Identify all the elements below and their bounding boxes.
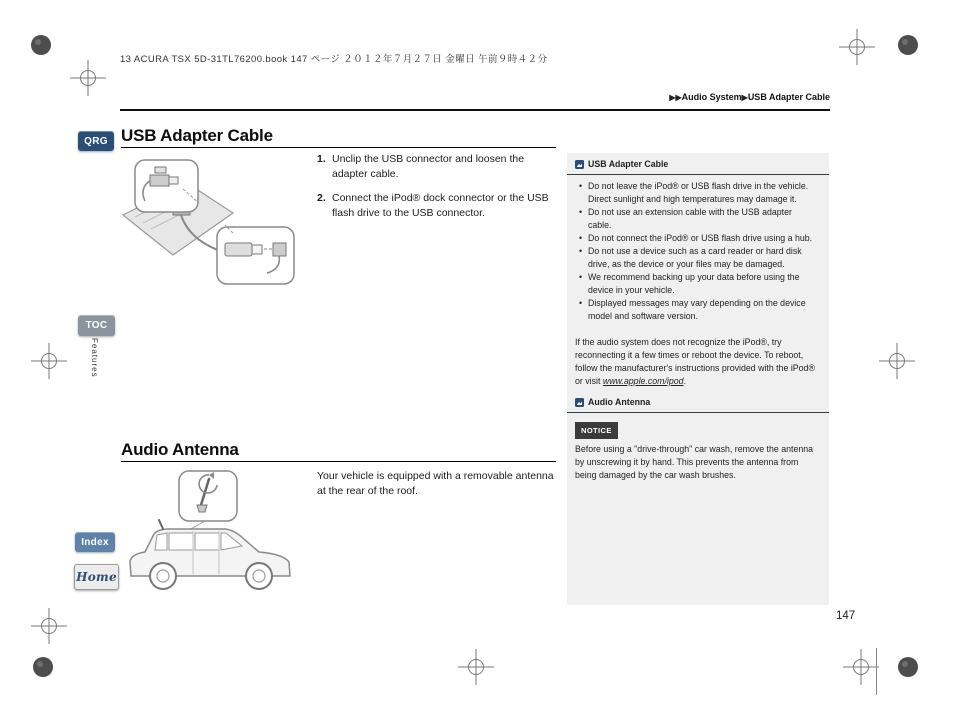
section-title-usb-adapter-cable: USB Adapter Cable <box>121 126 273 145</box>
caution-bullet-list <box>575 180 817 323</box>
registration-crosshair-top-right <box>839 29 875 65</box>
registration-crosshair-bottom-right <box>843 649 879 685</box>
reference-page-icon <box>575 398 584 407</box>
reference-panel <box>567 153 829 605</box>
step-1 <box>317 152 557 181</box>
apple-ipod-link[interactable]: www.apple.com/ipod <box>602 376 684 386</box>
paragraph-text: If the audio system does not recognize the iPod®, try reconnecting it a few times or reboot the device. To reboot, follow the manufacturer's instructions provided with the iPod® or visit <box>575 337 815 386</box>
panel-rule <box>567 412 829 413</box>
step-number: 1. <box>317 153 326 165</box>
breadcrumb-item-audio-system[interactable]: Audio System <box>681 92 742 102</box>
breadcrumb-arrow-icon: ▶ <box>669 93 676 102</box>
section-rule <box>121 461 556 462</box>
notice-text: Before using a "drive-through" car wash, remove the antenna by unscrewing it by hand. This prevents the antenna from being damaged by the car wash brushes. <box>575 444 814 480</box>
features-chapter-label: Features <box>90 338 99 378</box>
step-2 <box>317 191 557 220</box>
bullet-item: • Do not leave the iPod® or USB flash drive in the vehicle. Direct sunlight and high temperatures may damage it. <box>588 180 817 206</box>
instruction-steps <box>317 152 557 230</box>
panel-header-label: USB Adapter Cable <box>588 159 669 169</box>
usb-connector-illustration <box>121 155 301 290</box>
bullet-item: • Do not connect the iPod® or USB flash drive using a hub. <box>588 232 817 245</box>
registration-crosshair-top-left <box>70 60 106 96</box>
registration-crosshair-right <box>879 343 915 379</box>
section-title-audio-antenna: Audio Antenna <box>121 440 239 459</box>
breadcrumb <box>460 92 830 102</box>
registration-dot-top-right <box>896 33 920 57</box>
registration-dot-bottom-left <box>31 655 55 679</box>
link-period: . <box>683 376 687 386</box>
registration-dot-top-left <box>29 33 53 57</box>
page-number: 147 <box>836 610 856 622</box>
audio-antenna-illustration <box>121 467 301 604</box>
ipod-recognition-paragraph <box>575 336 817 388</box>
registration-crosshair-bottom-left <box>31 608 67 644</box>
notice-badge: NOTICE <box>575 422 618 439</box>
registration-crosshair-left <box>31 343 67 379</box>
bullet-item: • We recommend backing up your data before using the device in your vehicle. <box>588 271 817 297</box>
section-rule <box>121 147 556 148</box>
breadcrumb-arrow-icon: ▶ <box>675 93 682 102</box>
bullet-item: • Do not use an extension cable with the USB adapter cable. <box>588 206 817 232</box>
step-text: Unclip the USB connector and loosen the adapter cable. <box>332 153 525 180</box>
reference-page-icon <box>575 160 584 169</box>
registration-dot-bottom-right <box>896 655 920 679</box>
toc-button[interactable]: TOC <box>78 315 115 336</box>
step-number: 2. <box>317 192 326 204</box>
registration-crosshair-bottom-center <box>458 649 494 685</box>
audio-antenna-body-text: Your vehicle is equipped with a removable antenna at the rear of the roof. <box>317 470 554 497</box>
panel-header-audio-antenna <box>575 396 817 409</box>
bullet-item: • Displayed messages may vary depending on the device model and software version. <box>588 297 817 323</box>
breadcrumb-arrow-icon: ▶ <box>741 93 748 102</box>
qrg-button[interactable]: QRG <box>78 131 114 151</box>
index-button[interactable]: Index <box>75 532 115 552</box>
panel-header-usb-adapter-cable <box>575 158 817 171</box>
step-text: Connect the iPod® dock connector or the USB flash drive to the USB connector. <box>332 192 549 219</box>
print-file-header: 13 ACURA TSX 5D-31TL76200.book 147 ページ ２０１２年７月２７日 金曜日 午前９時４２分 <box>120 54 548 65</box>
bullet-item: • Do not use a device such as a card reader or hard disk drive, as the device or your files may be damaged. <box>588 245 817 271</box>
panel-rule <box>567 174 829 175</box>
header-rule <box>120 109 830 111</box>
panel-header-label: Audio Antenna <box>588 397 651 407</box>
breadcrumb-item-usb-adapter-cable[interactable]: USB Adapter Cable <box>747 92 830 102</box>
crop-line <box>876 648 877 695</box>
home-button[interactable]: Home <box>74 564 119 590</box>
